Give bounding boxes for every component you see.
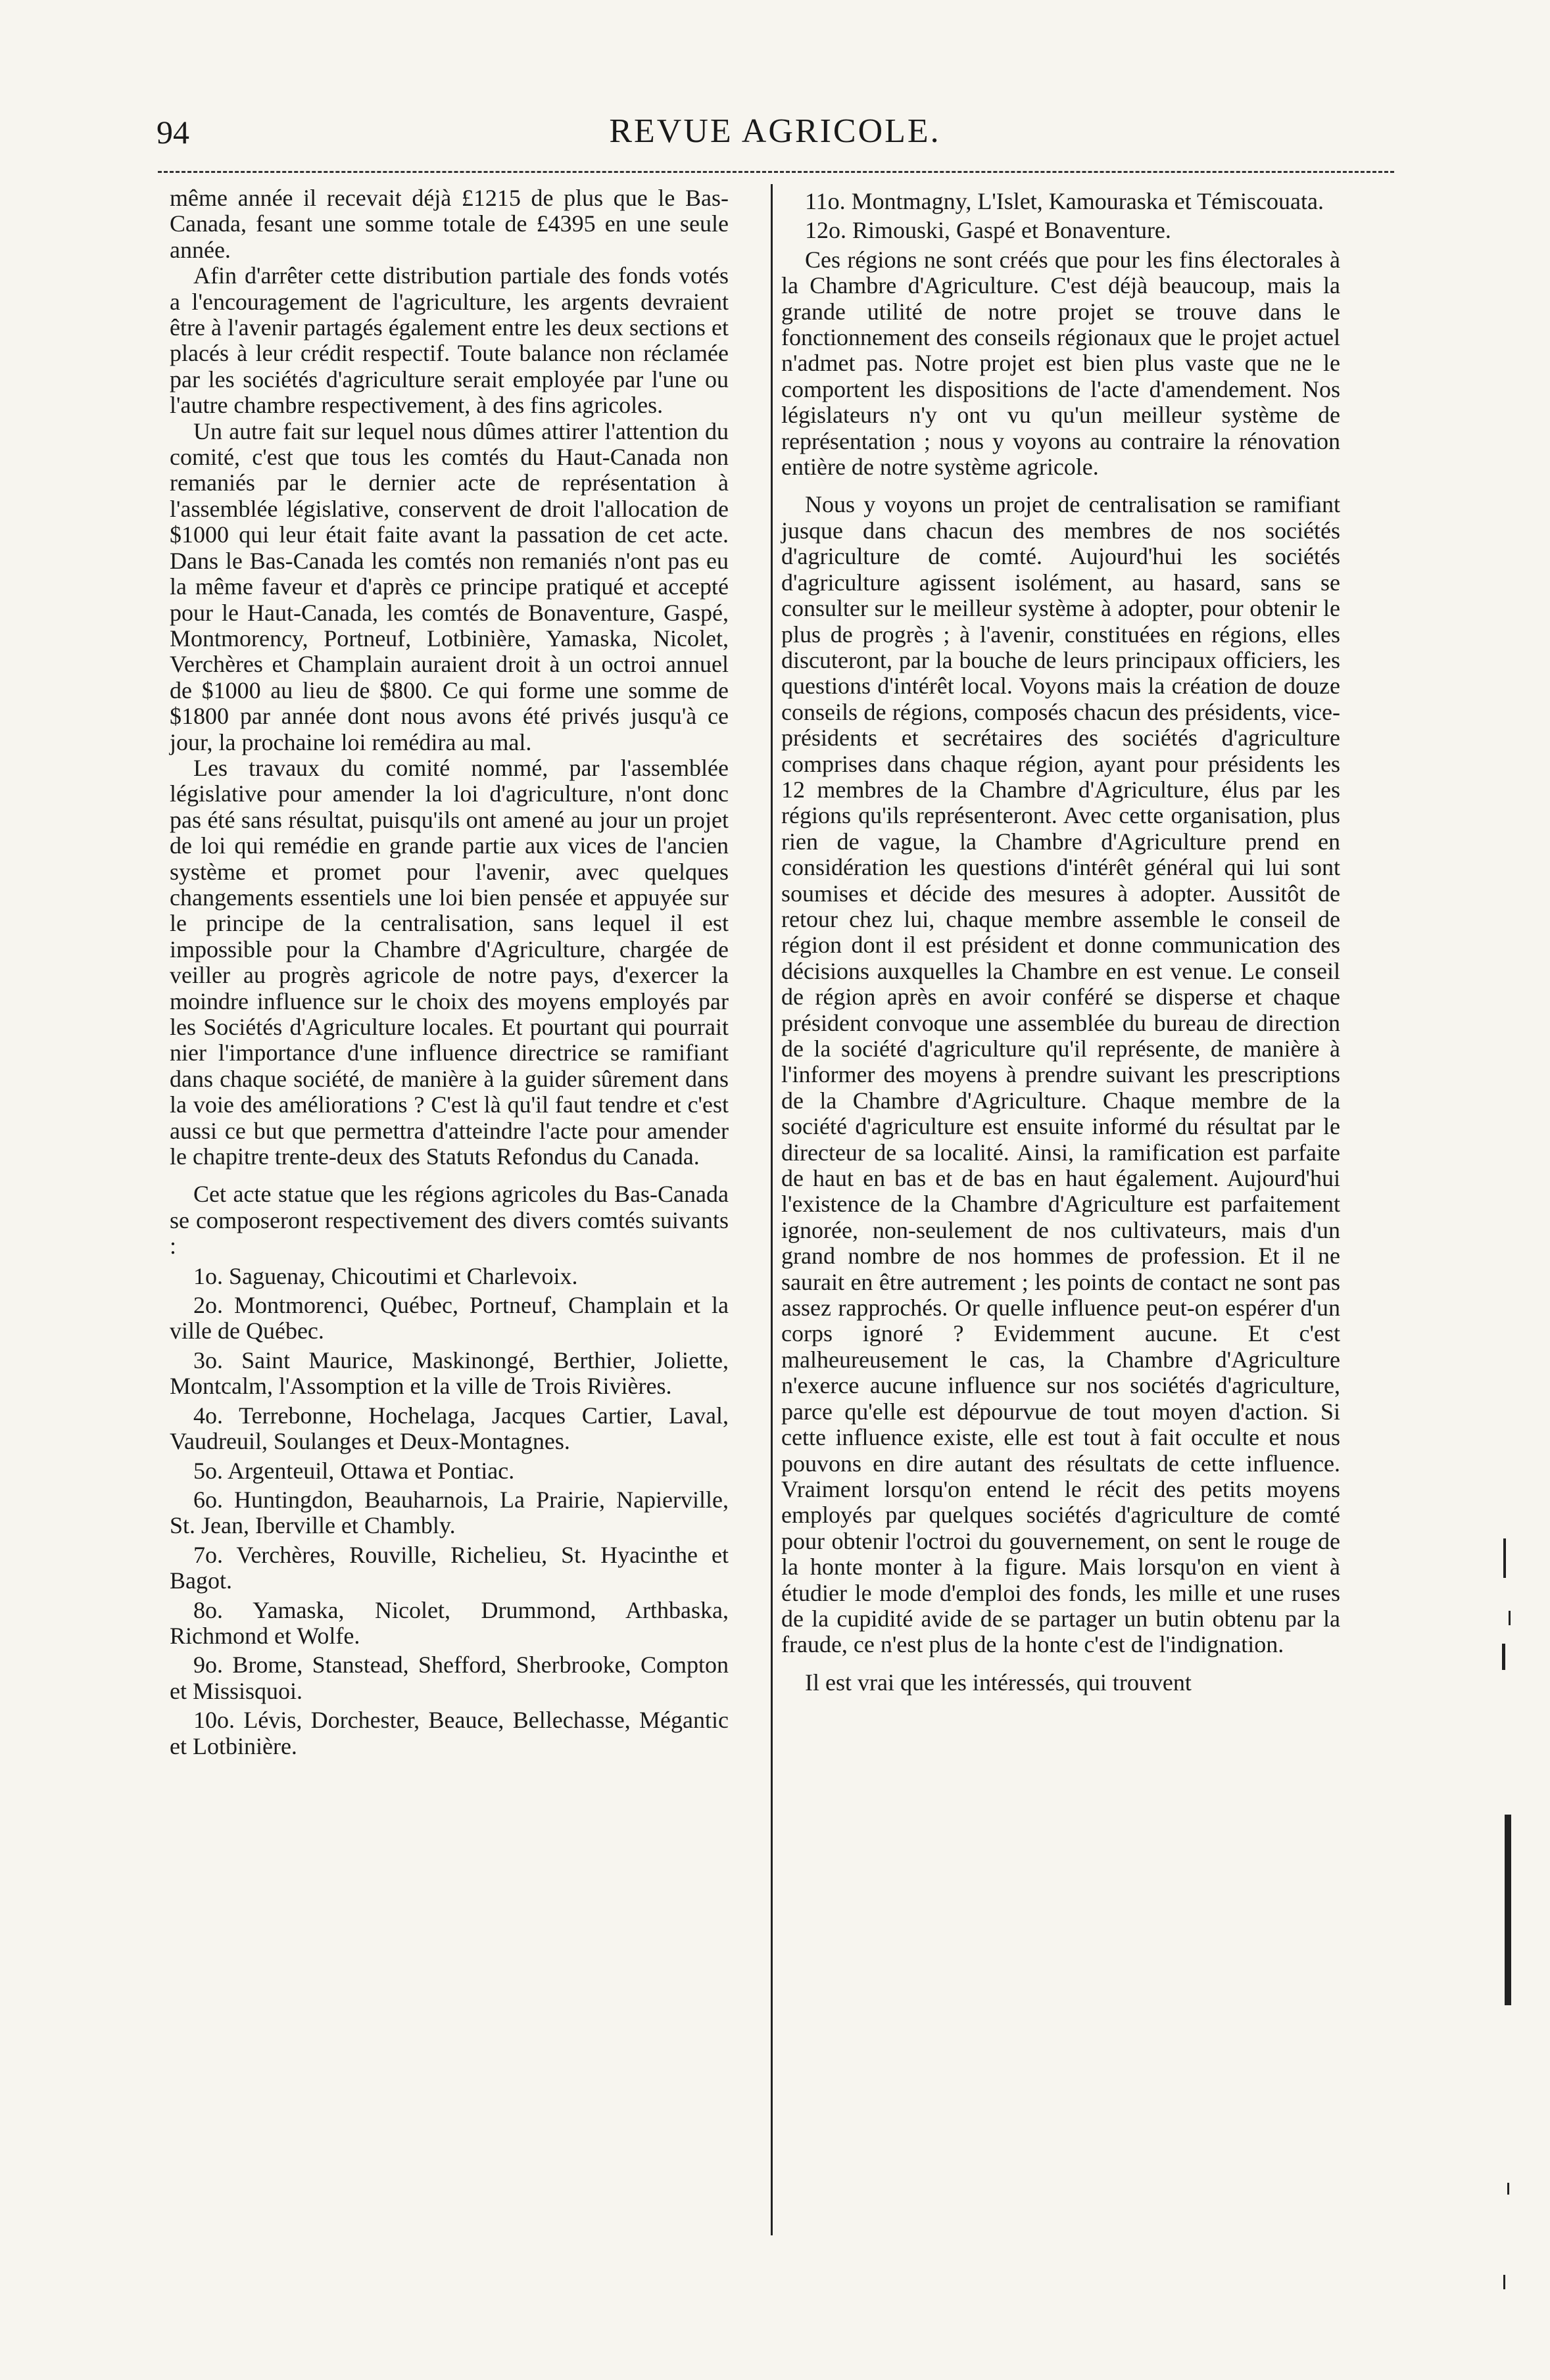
paragraph: Un autre fait sur lequel nous dûmes attirer l'attention du comité, c'est que tous les comtés du Haut-Canada non remaniés par le dernier acte de représentation à l'assemblée législative, conservent de droit l'allocation de $1000 qui leur était faite avant la passation de cet acte. Dans le Bas-Canada les comtés non remaniés n'ont pas eu la même faveur et d'après ce principe pratiqué et accepté pour le Haut-Canada, les comtés de Bonaventure, Gaspé, Montmorency, Portneuf, Lotbinière, Yamaska, Nicolet, Verchères et Champlain auraient droit à un octroi annuel de $1000 au lieu de $800. Ce qui forme une somme de $1800 par année dont nous avons été privés jusqu'à ce jour, la prochaine loi remédira au mal. bbox=[170, 417, 729, 755]
paragraph: Afin d'arrêter cette distribution partiale des fonds votés a l'encouragement de l'agriculture, les argents devraient être à l'avenir partagés également entre les deux sections et placés à leur crédit respectif. Toute balance non réclamée par les sociétés d'agriculture serait employée par l'une ou l'autre chambre respectivement, à des fins agricoles. bbox=[170, 262, 729, 419]
header-rule bbox=[158, 171, 1394, 173]
paragraph: Cet acte statue que les régions agricoles du Bas-Canada se composeront respectivement des divers comtés suivants : bbox=[170, 1181, 729, 1260]
running-title: REVUE AGRICOLE. bbox=[609, 112, 941, 150]
region-list-item: 3o. Saint Maurice, Maskinongé, Berthier, Joliette, Montcalm, l'Assomption et la ville de Trois Rivières. bbox=[170, 1346, 729, 1400]
region-list-item: 8o. Yamaska, Nicolet, Drummond, Arthbaska, Richmond et Wolfe. bbox=[170, 1596, 729, 1649]
region-list-item: 4o. Terrebonne, Hochelaga, Jacques Cartier, Laval, Vaudreuil, Soulanges et Deux-Montagnes. bbox=[170, 1402, 729, 1455]
region-list-item: 5o. Argenteuil, Ottawa et Pontiac. bbox=[193, 1457, 515, 1484]
region-list-item: 2o. Montmorenci, Québec, Portneuf, Champlain et la ville de Québec. bbox=[170, 1292, 729, 1345]
region-list-item: 6o. Huntingdon, Beauharnois, La Prairie, Napierville, St. Jean, Iberville et Chambly. bbox=[170, 1486, 729, 1539]
right-column bbox=[781, 185, 1340, 1696]
region-list-item: 12o. Rimouski, Gaspé et Bonaventure. bbox=[805, 217, 1171, 244]
paragraph: même année il recevait déjà £1215 de plus que le Bas-Canada, fesant une somme totale de £4395 en une seule année. bbox=[170, 185, 729, 263]
scan-margin-marks bbox=[1499, 1538, 1519, 2314]
region-list-item: 10o. Lévis, Dorchester, Beauce, Bellechasse, Mégantic et Lotbinière. bbox=[170, 1707, 729, 1759]
region-list-item: 1o. Saguenay, Chicoutimi et Charlevoix. bbox=[193, 1262, 578, 1289]
paragraph: Il est vrai que les intéressés, qui trouvent bbox=[805, 1669, 1192, 1696]
paragraph: Ces régions ne sont créés que pour les fins électorales à la Chambre d'Agriculture. C'est déjà beaucoup, mais la grande utilité de notre projet se trouve dans le fonctionnement des conseils régionaux que le projet actuel n'admet pas. Notre projet est bien plus vaste que ne le comportent les dispositions de l'acte d'amendement. Nos législateurs n'y ont vu qu'un meilleur système de représentation ; nous y voyons au contraire la rénovation entière de notre système agricole. bbox=[781, 246, 1340, 481]
paragraph: Nous y voyons un projet de centralisation se ramifiant jusque dans chacun des membres de nos sociétés d'agriculture de comté. Aujourd'hui les sociétés d'agriculture agissent isolément, au hasard, sans se consulter sur le meilleur système à adopter, pour obtenir le plus de progrès ; à l'avenir, constituées en régions, elles discuteront, par la bouche de leurs principaux officiers, les questions d'intérêt local. Voyons mais la création de douze conseils de régions, composés chacun des présidents, vice-présidents et secrétaires des sociétés d'agriculture comprises dans chaque région, ayant pour présidents les 12 membres de la Chambre d'Agriculture, élus par les régions qu'ils représenteront. Avec cette organisation, plus rien de vague, la Chambre d'Agriculture prend en considération les questions d'intérêt général qui lui sont soumises et décide des mesures à adopter. Aussitôt de retour chez lui, chaque membre assemble le conseil de région dont il est président et donne communication des décisions auxquelles la Chambre en est venue. Le conseil de région après en avoir conféré se disperse et chaque président convoque une assemblée du bureau de direction de la société d'agriculture qu'il représente, de manière à l'informer des moyens à prendre suivant les prescriptions de la Chambre d'Agriculture. Chaque membre de la société d'agriculture est ensuite informé du résultat par le directeur de sa localité. Ainsi, la ramification est parfaite de haut en bas et de bas en haut également. Aujourd'hui l'existence de la Chambre d'Agriculture est parfaitement ignorée, non-seulement de nos cultivateurs, mais d'un grand nombre de nos hommes de profession. Et il ne saurait en être autrement ; les points de contact ne sont pas assez rapprochés. Or quelle influence peut-on espérer d'un corps ignoré ? Evidemment aucune. Et c'est malheureusement le cas, la Chambre d'Agriculture n'exerce aucune influence sur nos sociétés d'agriculture, parce qu'elle est dépourvue de tout moyen d'action. Si cette influence existe, elle est tout à fait occulte et nous pouvons en dire autant des résultats de cette influence. Vraiment lorsqu'on entend le récit des petits moyens employés par quelques sociétés d'agriculture de comté pour obtenir l'octroi du gouvernement, on sent le rouge de la honte monter à la figure. Mais lorsqu'on en vient à étudier le mode d'emploi des fonds, les mille et une ruses de la cupidité avide de se partager un butin obtenu par la fraude, ce n'est plus de la honte c'est de l'indignation. bbox=[781, 491, 1340, 1658]
region-list-item: 9o. Brome, Stanstead, Shefford, Sherbrooke, Compton et Missisquoi. bbox=[170, 1652, 729, 1704]
region-list-item: 11o. Montmagny, L'Islet, Kamouraska et Témiscouata. bbox=[805, 188, 1324, 214]
page-number: 94 bbox=[157, 114, 189, 151]
region-list-item: 7o. Verchères, Rouville, Richelieu, St. Hyacinthe et Bagot. bbox=[170, 1541, 729, 1594]
column-divider bbox=[771, 184, 773, 2235]
paragraph: Les travaux du comité nommé, par l'assemblée législative pour amender la loi d'agriculture, n'ont donc pas été sans résultat, puisqu'ils ont amené au jour un projet de loi qui remédie en grande partie aux vices de l'ancien système et promet pour l'avenir, avec quelques changements essentiels une loi bien pensée et appuyée sur le principe de la centralisation, sans lequel il est impossible pour la Chambre d'Agriculture, chargée de veiller au progrès agricole de notre pays, d'exercer la moindre influence sur le choix des moyens employés par les Sociétés d'Agriculture locales. Et pourtant qui pourrait nier l'importance d'une influence directrice se ramifiant dans chaque société, de manière à la guider sûrement dans la voie des améliorations ? C'est là qu'il faut tendre et c'est aussi ce but que permettra d'atteindre l'acte pour amender le chapitre trente-deux des Statuts Refondus du Canada. bbox=[170, 754, 729, 1170]
left-column bbox=[170, 185, 729, 1763]
